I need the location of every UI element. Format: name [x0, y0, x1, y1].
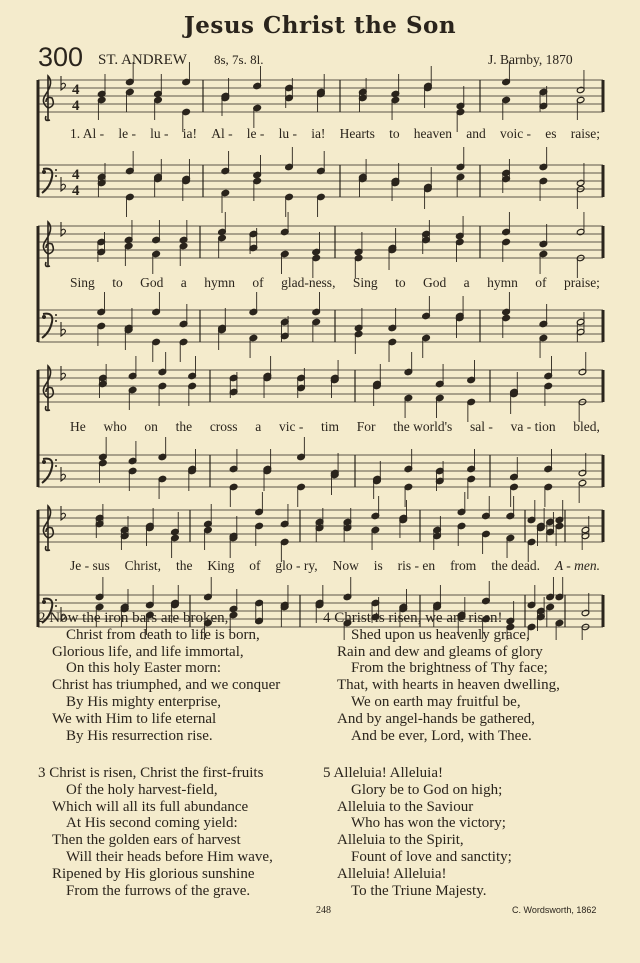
lyric-line-3: [70, 419, 600, 435]
lyric-syllable: es: [545, 126, 557, 141]
verse-line: [323, 677, 560, 694]
lyric-syllable: glo - ry,: [275, 558, 318, 573]
lyric-syllable: a: [255, 419, 262, 434]
verse-line: [323, 644, 560, 661]
lyric-syllable: ia!: [311, 126, 326, 141]
verse-4: [323, 610, 560, 744]
lyric-syllable: to: [389, 126, 400, 141]
bass-clef-dot: [55, 599, 57, 601]
meter: 8s, 7s. 8l.: [214, 52, 264, 67]
lyric-syllable: King: [207, 558, 235, 573]
bass-clef-dot: [42, 170, 46, 174]
verse-line: [38, 765, 273, 782]
verse-text: Shed upon us heavenly grace,: [351, 626, 530, 643]
verse-line: [38, 815, 273, 832]
verse-text: At His second coming yield:: [66, 815, 238, 832]
lyric-syllable: and: [466, 126, 486, 141]
lyric-line-4: [70, 558, 600, 574]
verse-line: [323, 728, 560, 745]
lyric-syllable: bled,: [573, 419, 600, 434]
lyric-syllable: praise;: [563, 275, 600, 290]
lyric-syllable: to: [112, 275, 123, 290]
verse-line: [38, 711, 280, 728]
treble-clef-icon: [43, 366, 53, 411]
verse-line: [323, 627, 560, 644]
lyric-syllable: is: [373, 558, 383, 573]
verse-line: [323, 711, 560, 728]
verse-text: That, with hearts in heaven dwelling,: [337, 677, 560, 694]
verse-line: [38, 728, 280, 745]
bass-clef-dot: [42, 460, 46, 464]
verse-line: [38, 866, 273, 883]
verse-line: [323, 660, 560, 677]
time-signature: 4: [72, 167, 80, 183]
lyric-syllable: He: [70, 419, 86, 434]
verse-line: [323, 815, 512, 832]
lyric-syllable: ia!: [182, 126, 197, 141]
lyric-syllable: lu -: [278, 126, 297, 141]
verse-line: [323, 610, 560, 627]
verse-5: [323, 765, 512, 899]
lyric-syllable: le -: [118, 126, 136, 141]
bass-clef-dot: [55, 465, 57, 467]
verse-text: Christ has triumphed, and we conquer: [52, 677, 281, 694]
lyric-syllable: lu -: [150, 126, 169, 141]
verse-line: [38, 799, 273, 816]
time-signature: 4: [72, 82, 80, 98]
lyric-syllable: Hearts: [339, 126, 375, 141]
lyric-syllable: God: [423, 275, 447, 290]
bass-clef-dot: [55, 459, 57, 461]
page-number: 248: [316, 905, 331, 916]
verse-text: From the brightness of Thy face;: [351, 660, 548, 677]
lyric-syllable: the dead.: [491, 558, 540, 573]
bass-clef-dot: [55, 605, 57, 607]
verse-text: We with Him to life eternal: [52, 710, 217, 727]
lyric-syllable: ris - en: [397, 558, 436, 573]
verse-text: Glorious life, and life immortal,: [52, 643, 244, 660]
verse-line: [38, 832, 273, 849]
verse-text: To the Triune Majesty.: [351, 882, 487, 899]
bass-clef-dot: [55, 175, 57, 177]
lyric-syllable: sal -: [470, 419, 493, 434]
verse-line: [323, 883, 512, 900]
time-signature: 4: [72, 183, 80, 199]
lyric-syllable: who: [103, 419, 127, 434]
verse-2: [38, 610, 280, 744]
verse-line: [38, 627, 280, 644]
lyric-syllable: Al -: [211, 126, 233, 141]
lyric-syllable: to: [395, 275, 406, 290]
verse-line: [38, 644, 280, 661]
verse-text: Who has won the victory;: [351, 815, 506, 832]
verse-text: Christ from death to life is born,: [66, 626, 260, 643]
verse-3: [38, 765, 273, 899]
hymn-number: 300: [38, 42, 84, 72]
lyric-syllable: on: [144, 419, 158, 434]
composer: J. Barnby, 1870: [488, 52, 573, 67]
verse-text: Then the golden ears of harvest: [52, 832, 241, 849]
verse-number: 5: [323, 765, 334, 781]
verse-text: And by angel-hands be gathered,: [337, 710, 535, 727]
lyric-syllable: heaven: [413, 126, 453, 141]
bass-clef-dot: [42, 600, 46, 604]
verse-line: [323, 849, 512, 866]
verse-text: By His resurrection rise.: [66, 727, 213, 744]
verse-text: From the furrows of the grave.: [66, 882, 251, 899]
verse-line: [323, 694, 560, 711]
lyric-syllable: cross: [209, 419, 238, 434]
tune-name: ST. ANDREW: [98, 52, 187, 68]
bass-clef-dot: [55, 320, 57, 322]
verse-line: [323, 799, 512, 816]
lyric-syllable: raise;: [570, 126, 600, 141]
lyric-syllable: Sing: [70, 275, 95, 290]
verse-text: And be ever, Lord, with Thee.: [351, 727, 532, 744]
lyric-syllable: Christ,: [124, 558, 162, 573]
lyric-syllable: glad-ness,: [281, 275, 336, 290]
lyric-syllable: of: [535, 275, 547, 290]
lyric-syllable: of: [249, 558, 261, 573]
lyric-syllable: the: [175, 558, 193, 573]
verse-text: Alleluia! Alleluia!: [337, 865, 447, 882]
lyric-syllable: 1. Al -: [70, 126, 105, 141]
verse-text: Will their heads before Him wave,: [66, 848, 273, 865]
verse-text: Of the holy harvest-field,: [66, 781, 218, 798]
verse-line: [323, 866, 512, 883]
verse-text: Alleluia to the Spirit,: [337, 832, 464, 849]
lyric-syllable: va - tion: [510, 419, 556, 434]
time-signature: 4: [72, 98, 80, 114]
page-title: Jesus Christ the Son: [183, 12, 457, 39]
verse-line: [38, 849, 273, 866]
verse-line: [38, 883, 273, 900]
text-author: C. Wordsworth, 1862: [512, 905, 597, 915]
treble-clef-icon: [43, 222, 53, 267]
lyric-syllable: the world's: [393, 419, 453, 434]
verse-number: 2: [38, 610, 50, 626]
lyric-line-1: [70, 126, 600, 142]
lyric-syllable: a: [180, 275, 187, 290]
treble-clef-icon: [43, 506, 53, 551]
verse-text: By His mighty enterprise,: [66, 693, 221, 710]
lyric-syllable: voic -: [499, 126, 532, 141]
lyric-syllable: God: [140, 275, 164, 290]
verse-text: On this holy Easter morn:: [66, 660, 221, 677]
treble-clef-icon: [43, 76, 53, 121]
verse-number: 3: [38, 765, 50, 781]
bass-clef-dot: [55, 169, 57, 171]
verse-text: Christ is risen, Christ the first-fruits: [49, 765, 264, 781]
verse-line: [323, 765, 512, 782]
verse-text: Which will all its full abundance: [52, 798, 249, 815]
verse-line: [38, 610, 280, 627]
lyric-syllable: a: [463, 275, 470, 290]
lyric-syllable: Now: [332, 558, 359, 573]
lyric-syllable: hymn: [204, 275, 235, 290]
bass-clef-dot: [55, 314, 57, 316]
verse-line: [38, 694, 280, 711]
lyric-syllable: For: [356, 419, 376, 434]
lyric-syllable: tim: [321, 419, 340, 434]
lyric-syllable: from: [450, 558, 477, 573]
lyric-syllable: the: [175, 419, 193, 434]
bass-clef-dot: [42, 315, 46, 319]
lyric-syllable: A - men.: [554, 558, 600, 573]
verse-text: Alleluia! Alleluia!: [333, 765, 443, 781]
verse-line: [38, 677, 280, 694]
verse-text: Alleluia to the Saviour: [337, 798, 474, 815]
verse-line: [323, 832, 512, 849]
verse-text: Ripened by His glorious sunshine: [52, 865, 255, 882]
verse-text: We on earth may fruitful be,: [351, 693, 521, 710]
verse-text: Fount of love and sanctity;: [351, 848, 512, 865]
verse-text: Now the iron bars are broken,: [49, 610, 229, 626]
lyric-line-2: [70, 275, 600, 291]
verse-text: Rain and dew and gleams of glory: [337, 643, 543, 660]
verse-line: [323, 782, 512, 799]
verse-text: Christ is risen, we are risen!: [334, 610, 503, 626]
verse-line: [38, 782, 273, 799]
lyric-syllable: vic -: [278, 419, 304, 434]
lyric-syllable: Sing: [352, 275, 378, 290]
verse-line: [38, 660, 280, 677]
verse-text: Glory be to God on high;: [351, 781, 503, 798]
verse-number: 4: [323, 610, 335, 626]
lyric-syllable: hymn: [487, 275, 518, 290]
lyric-syllable: Je - sus: [70, 558, 110, 573]
lyric-syllable: le -: [246, 126, 265, 141]
lyric-syllable: of: [252, 275, 264, 290]
